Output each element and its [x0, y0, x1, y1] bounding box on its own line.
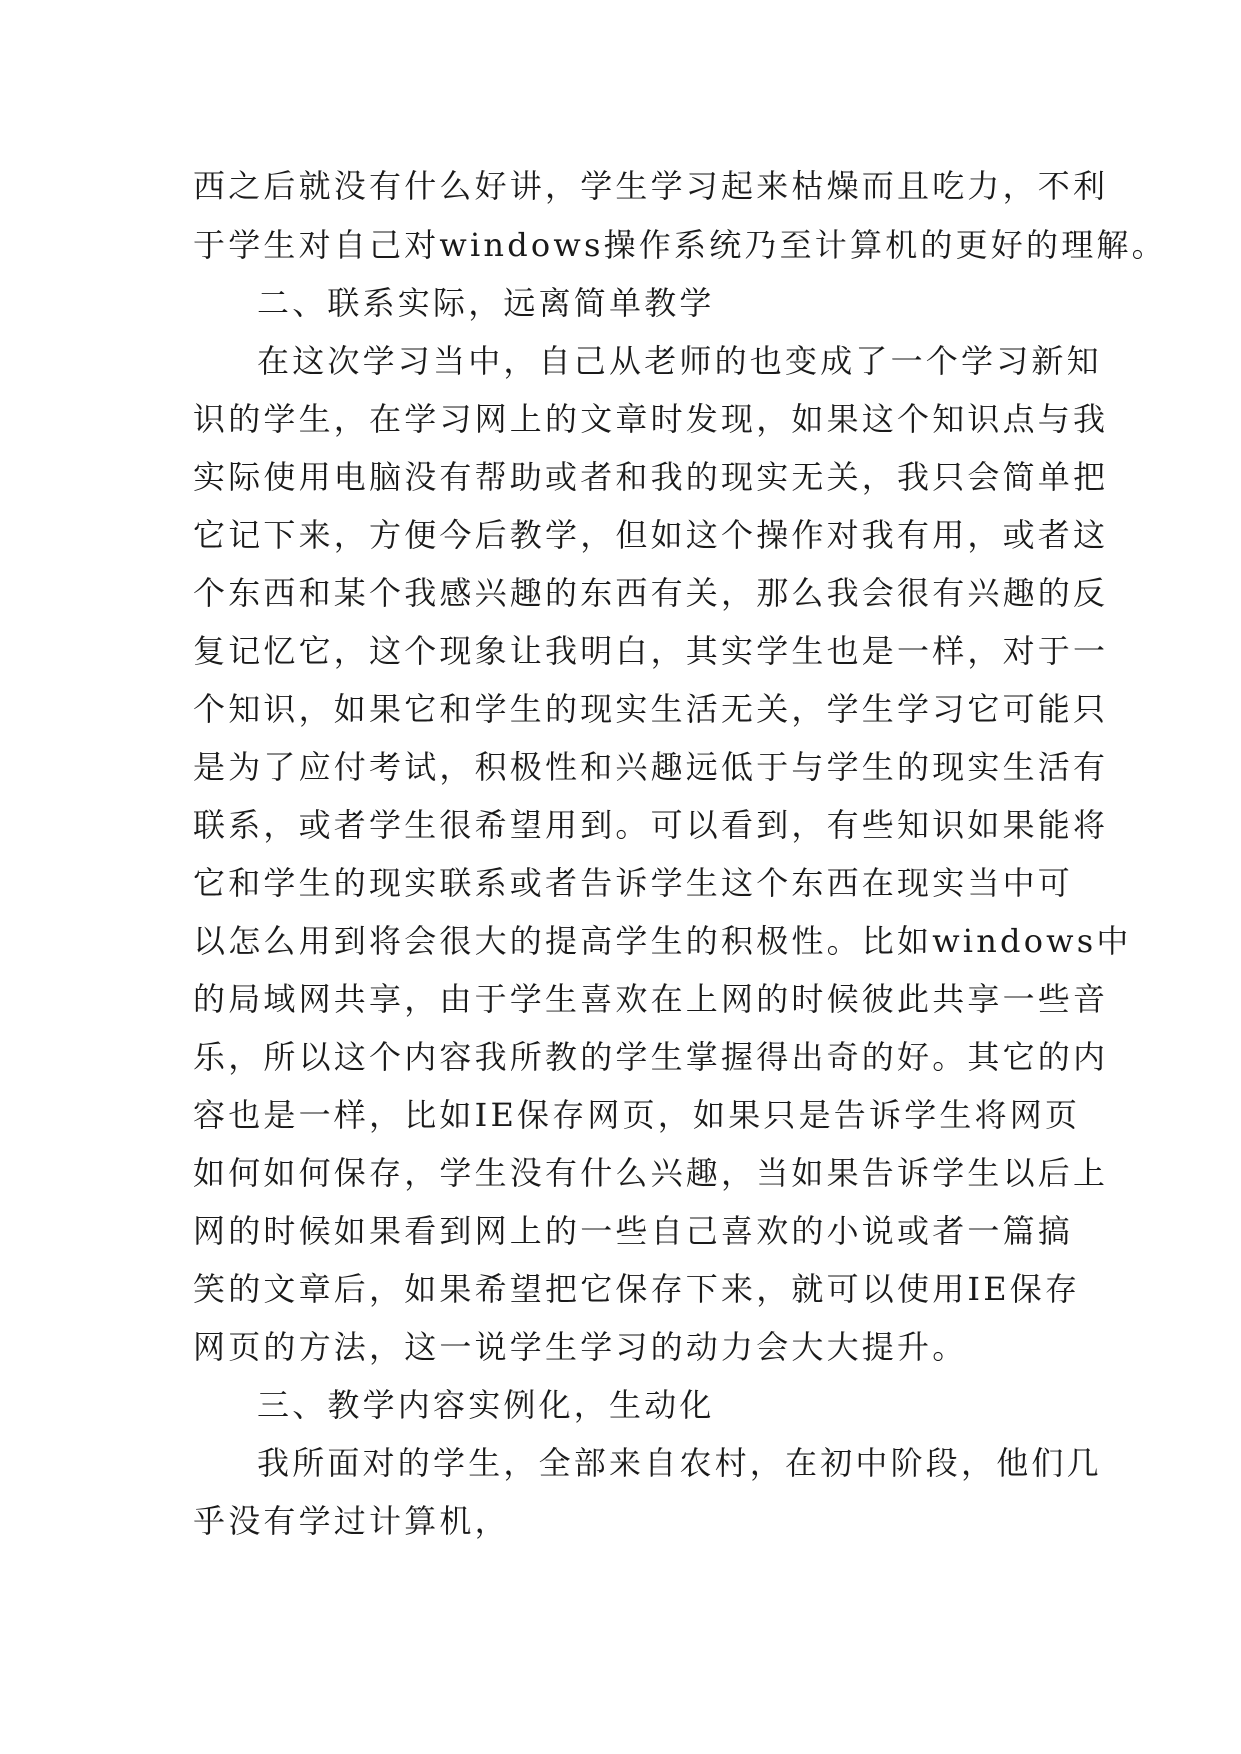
section-heading: 二、联系实际，远离简单教学 — [257, 284, 715, 322]
paragraph-line: 识的学生，在学习网上的文章时发现，如果这个知识点与我 — [193, 400, 1109, 438]
paragraph-line: 如何如何保存，学生没有什么兴趣，当如果告诉学生以后上 — [193, 1154, 1109, 1192]
paragraph-line: 实际使用电脑没有帮助或者和我的现实无关，我只会简单把 — [193, 458, 1109, 496]
paragraph-line: 我所面对的学生，全部来自农村，在初中阶段，他们几 — [257, 1444, 1102, 1482]
paragraph-line: 它记下来，方便今后教学，但如这个操作对我有用，或者这 — [193, 516, 1109, 554]
section-heading: 三、教学内容实例化，生动化 — [257, 1386, 715, 1424]
paragraph-line: 联系，或者学生很希望用到。可以看到，有些知识如果能将 — [193, 806, 1109, 844]
paragraph-line: 网页的方法，这一说学生学习的动力会大大提升。 — [193, 1328, 968, 1366]
paragraph-line: 乐，所以这个内容我所教的学生掌握得出奇的好。其它的内 — [193, 1038, 1109, 1076]
paragraph-line: 乎没有学过计算机， — [193, 1502, 510, 1540]
paragraph-line: 以怎么用到将会很大的提高学生的积极性。比如windows中 — [193, 922, 1132, 960]
paragraph-line: 是为了应付考试，积极性和兴趣远低于与学生的现实生活有 — [193, 748, 1109, 786]
paragraph-line: 的局域网共享，由于学生喜欢在上网的时候彼此共享一些音 — [193, 980, 1109, 1018]
paragraph-line: 西之后就没有什么好讲，学生学习起来枯燥而且吃力，不利 — [193, 167, 1109, 205]
paragraph-line: 它和学生的现实联系或者告诉学生这个东西在现实当中可 — [193, 864, 1074, 902]
paragraph-line: 网的时候如果看到网上的一些自己喜欢的小说或者一篇搞 — [193, 1212, 1074, 1250]
paragraph-line: 个知识，如果它和学生的现实生活无关，学生学习它可能只 — [193, 690, 1109, 728]
paragraph-line: 个东西和某个我感兴趣的东西有关，那么我会很有兴趣的反 — [193, 574, 1109, 612]
paragraph-line: 在这次学习当中，自己从老师的也变成了一个学习新知 — [257, 342, 1102, 380]
paragraph-line: 容也是一样，比如IE保存网页，如果只是告诉学生将网页 — [193, 1096, 1081, 1134]
paragraph-line: 于学生对自己对windows操作系统乃至计算机的更好的理解。 — [193, 226, 1167, 264]
paragraph-line: 复记忆它，这个现象让我明白，其实学生也是一样，对于一 — [193, 632, 1109, 670]
paragraph-line: 笑的文章后，如果希望把它保存下来，就可以使用IE保存 — [193, 1270, 1081, 1308]
